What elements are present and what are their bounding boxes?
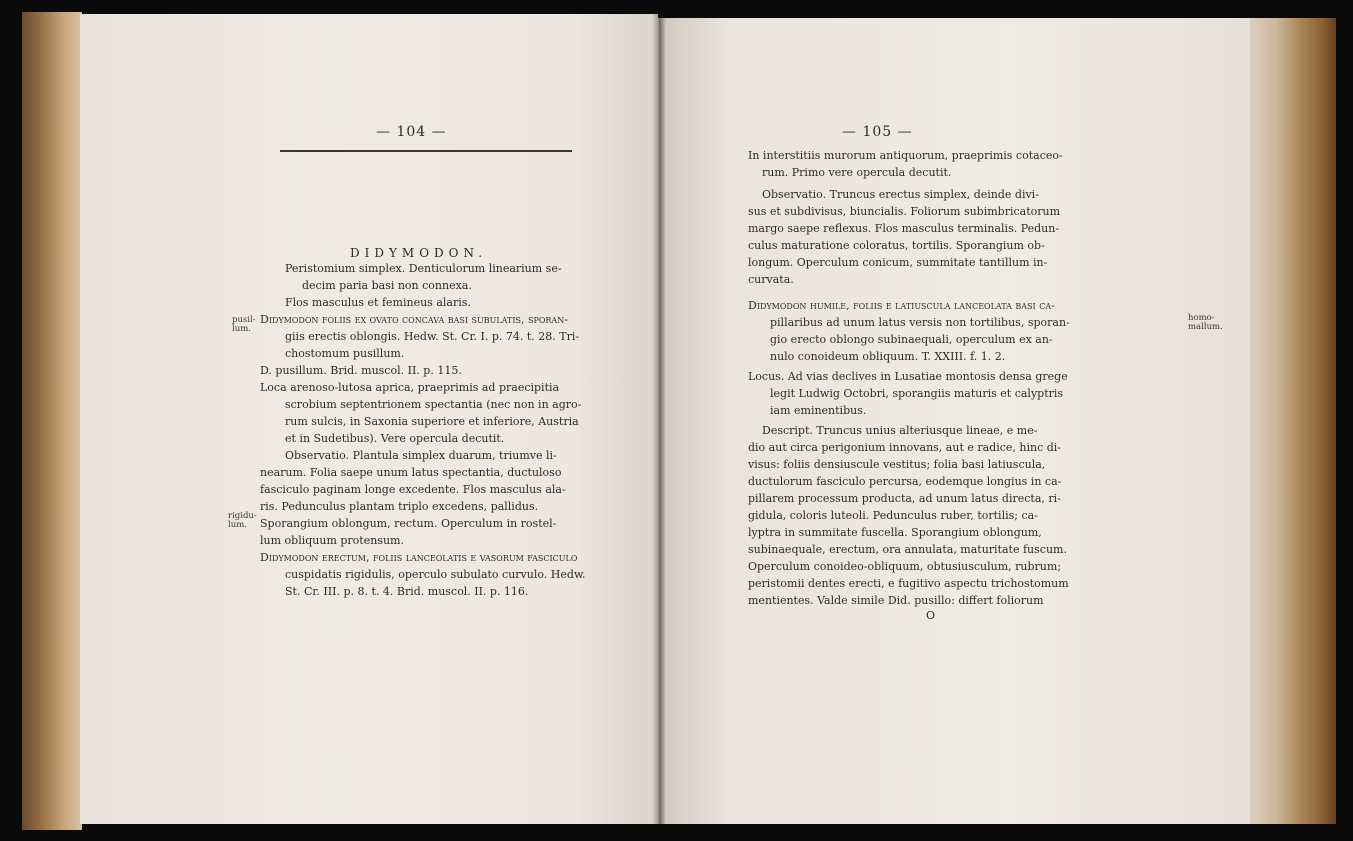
text-line: Descript. Truncus unius alteriusque lineae, e me-: [762, 424, 1038, 437]
text-line: Observatio. Truncus erectus simplex, deinde divi-: [762, 188, 1039, 201]
text-line: dio aut circa perigonium innovans, aut e radice, hinc di-: [748, 441, 1062, 454]
text-line: mentientes. Valde simile Did. pusillo: differt foliorum: [748, 594, 1044, 607]
margin-note-rigidulum: rigidu- lum.: [228, 511, 257, 530]
text-line: Loca arenoso-lutosa aprica, praeprimis ad praecipitia: [260, 381, 560, 394]
text-line: D. pusillum. Brid. muscol. II. p. 115.: [260, 364, 462, 377]
text-line: scrobium septentrionem spectantia (nec non in agro-: [285, 398, 582, 411]
left-page-edges: [22, 12, 82, 830]
margin-note-pusillum: pusil- lum.: [232, 315, 256, 334]
text-line: ductulorum fasciculo percursa, eodemque longius in ca-: [748, 475, 1062, 488]
text-line: peristomii dentes erecti, e fugitivo aspectu trichostomum: [748, 577, 1069, 590]
text-line: decim paria basi non connexa.: [302, 279, 472, 292]
section-heading: DIDYMODON.: [350, 246, 488, 260]
left-header-rule: [280, 150, 572, 152]
text-line: Sporangium oblongum, rectum. Operculum in rostel-: [260, 517, 557, 530]
text-line: gidula, coloris luteoli. Pedunculus ruber, tortilis; ca-: [748, 509, 1038, 522]
text-line: legit Ludwig Octobri, sporangiis maturis et calyptris: [770, 387, 1064, 400]
text-line: chostomum pusillum.: [285, 347, 405, 360]
text-line: Flos masculus et femineus alaris.: [285, 296, 471, 309]
text-line: subinaequale, erectum, ora annulata, maturitate fuscum.: [748, 543, 1067, 556]
text-line: lum obliquum protensum.: [260, 534, 404, 547]
text-line: et in Sudetibus). Vere opercula decutit.: [285, 432, 505, 445]
text-line: cuspidatis rigidulis, operculo subulato curvulo. Hedw.: [285, 568, 586, 581]
text-line: curvata.: [748, 273, 794, 286]
margin-note-homomallum: homo- mallum.: [1188, 313, 1223, 332]
left-folio: — 104 —: [376, 124, 447, 140]
text-line: nulo conoideum obliquum. T. XXIII. f. 1. 2.: [770, 350, 1006, 363]
book-gutter: [652, 14, 666, 824]
text-line: rum sulcis, in Saxonia superiore et inferiore, Austria: [285, 415, 579, 428]
text-line: St. Cr. III. p. 8. t. 4. Brid. muscol. II. p. 116.: [285, 585, 529, 598]
text-line: iam eminentibus.: [770, 404, 867, 417]
text-line: In interstitiis murorum antiquorum, praeprimis cotaceo-: [748, 149, 1063, 162]
text-line: Didymodon foliis ex ovato concava basi subulatis, sporan-: [260, 313, 568, 326]
text-line: nearum. Folia saepe unum latus spectantia, ductuloso: [260, 466, 562, 479]
right-page-edges: [1250, 18, 1336, 824]
right-folio: — 105 —: [842, 124, 913, 140]
text-line: Peristomium simplex. Denticulorum linearium se-: [285, 262, 562, 275]
text-line: ris. Pedunculus plantam triplo excedens, pallidus.: [260, 500, 539, 513]
left-page: [80, 14, 658, 824]
text-line: rum. Primo vere opercula decutit.: [762, 166, 952, 179]
text-line: pillaribus ad unum latus versis non tortilibus, sporan-: [770, 316, 1070, 329]
signature-mark: O: [926, 609, 936, 622]
text-line: Didymodon humile, foliis e latiuscula lanceolata basi ca-: [748, 299, 1055, 312]
text-line: Locus. Ad vias declives in Lusatiae montosis densa grege: [748, 370, 1068, 383]
text-line: longum. Operculum conicum, summitate tantillum in-: [748, 256, 1048, 269]
text-line: pillarem processum producta, ad unum latus directa, ri-: [748, 492, 1061, 505]
text-line: Observatio. Plantula simplex duarum, triumve li-: [285, 449, 557, 462]
text-line: gio erecto oblongo subinaequali, operculum ex an-: [770, 333, 1053, 346]
text-line: lyptra in summitate fuscella. Sporangium oblongum,: [748, 526, 1042, 539]
text-line: Didymodon erectum, foliis lanceolatis e vasorum fasciculo: [260, 551, 578, 564]
text-line: Operculum conoideo-obliquum, obtusiusculum, rubrum;: [748, 560, 1062, 573]
text-line: fasciculo paginam longe excedente. Flos masculus ala-: [260, 483, 566, 496]
text-line: visus: foliis densiuscule vestitus; folia basi latiuscula,: [748, 458, 1046, 471]
text-line: sus et subdivisus, biuncialis. Foliorum subimbricatorum: [748, 205, 1061, 218]
text-line: margo saepe reflexus. Flos masculus terminalis. Pedun-: [748, 222, 1060, 235]
text-line: culus maturatione coloratus, tortilis. Sporangium ob-: [748, 239, 1045, 252]
right-page: [658, 18, 1250, 824]
text-line: giis erectis oblongis. Hedw. St. Cr. I. p. 74. t. 28. Tri-: [285, 330, 580, 343]
